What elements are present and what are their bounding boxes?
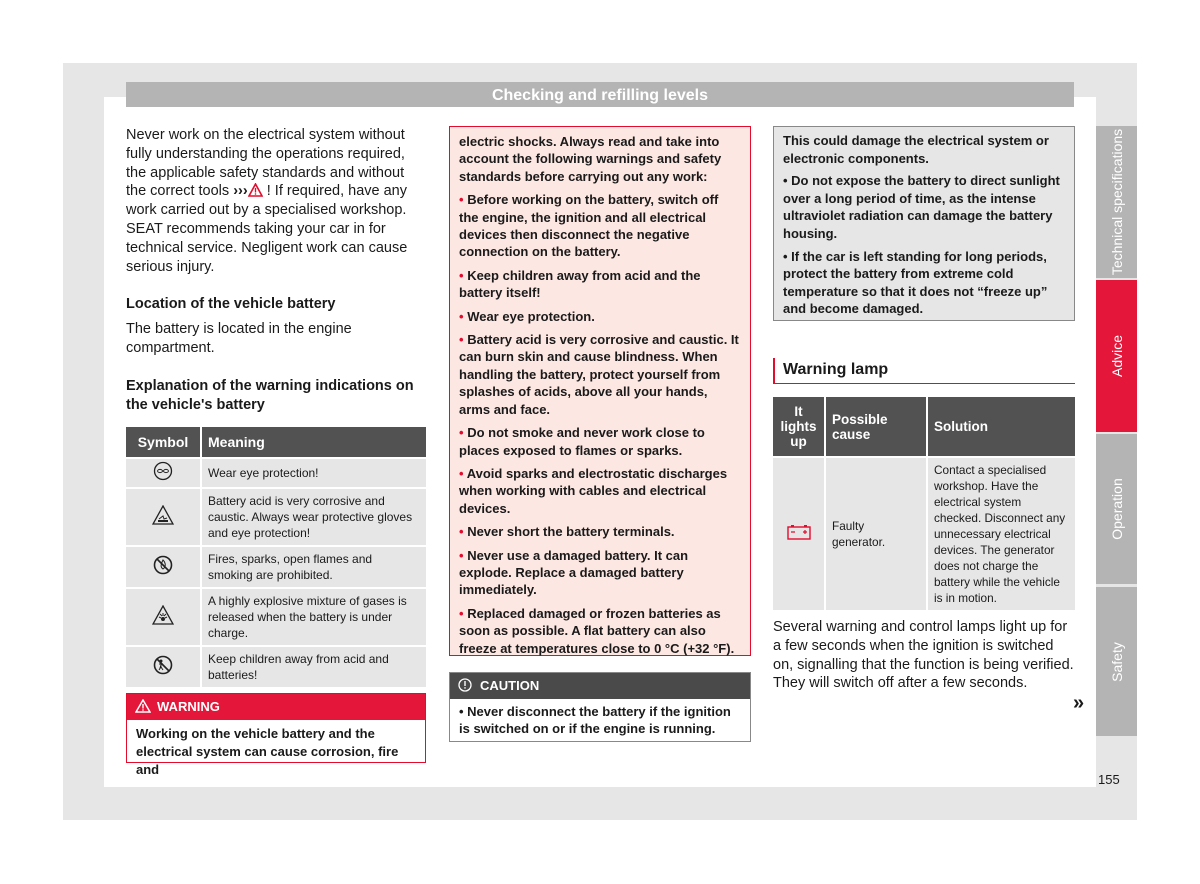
no-flames-icon bbox=[153, 555, 173, 575]
table-row bbox=[126, 647, 426, 687]
tab-operation[interactable]: Operation bbox=[1096, 434, 1137, 584]
list-item: • Never short the battery terminals. bbox=[459, 524, 675, 540]
warning-lamp-table bbox=[773, 397, 1075, 610]
symbol-meaning: Fires, sparks, open flames and smoking are prohibited. bbox=[202, 547, 426, 587]
table-header-row bbox=[773, 397, 1075, 457]
continue-marker: » bbox=[1073, 692, 1085, 714]
table-row bbox=[126, 459, 426, 487]
warning-triangle-icon bbox=[135, 699, 151, 713]
column-left bbox=[126, 126, 426, 689]
table-row bbox=[126, 489, 426, 545]
battery-icon bbox=[787, 524, 811, 540]
warning-lamp-paragraph: Several warning and control lamps light up for a few seconds when the ignition is switched on, signalling that the function is being verified. They will switch off after a few seconds. bbox=[773, 619, 1074, 692]
warning-continuation-box bbox=[449, 126, 751, 656]
list-item: • Never use a damaged battery. It can explode. Replace a damaged battery immediately. bbox=[459, 547, 689, 598]
solution: Contact a specialised workshop. Have the electrical system checked. Disconnect any unnecessary electrical devices. The generator does not charge the battery while the vehicle is in motion. bbox=[927, 457, 1075, 610]
column-header-lights: It lights up bbox=[773, 397, 825, 457]
list-item: • If the car is left standing for long periods, protect the battery from extreme cold temperature so that it does not “freeze up” and become damaged. bbox=[783, 248, 1048, 317]
warning-triangle-icon bbox=[248, 183, 263, 197]
list-item: • Wear eye protection. bbox=[459, 308, 595, 324]
table-row bbox=[126, 589, 426, 645]
symbol-meaning: Wear eye protection! bbox=[202, 459, 426, 487]
intro-text-a: Never work on the electrical system without fully understanding the operations required, the applicable safety standards and without the correct tools bbox=[126, 127, 405, 200]
warning-box bbox=[126, 693, 426, 777]
table-row bbox=[126, 547, 426, 587]
intro-text-b: ! If required, have any work carried out by a specialised workshop. SEAT recommends taking your car in for technical service. Negligent work can cause serious injury. bbox=[126, 183, 408, 275]
list-item: • Before working on the battery, switch off the engine, the ignition and all electrical devices then disconnect the negative connection on the battery. bbox=[459, 192, 719, 260]
warning-text: Working on the vehicle battery and the electrical system can cause corrosion, fire and bbox=[136, 726, 399, 777]
caution-continuation-box bbox=[773, 126, 1075, 321]
list-item: • Avoid sparks and electrostatic discharges when working with cables and electrical devices. bbox=[459, 465, 728, 516]
explanation-heading: Explanation of the warning indications on the vehicle's battery bbox=[126, 377, 414, 413]
tab-advice[interactable]: Advice bbox=[1096, 280, 1137, 432]
warning-label: WARNING bbox=[157, 699, 220, 714]
list-item: • Keep children away from acid and the battery itself! bbox=[459, 267, 701, 301]
page-title: Checking and refilling levels bbox=[126, 82, 1074, 107]
caution-label: CAUTION bbox=[480, 678, 540, 693]
keep-children-away-icon bbox=[153, 655, 173, 675]
caution-info-icon bbox=[458, 678, 472, 692]
table-row bbox=[773, 457, 1075, 610]
caution-header bbox=[450, 673, 750, 699]
list-item: • Do not expose the battery to direct sunlight over a long period of time, as the intense ultraviolet radiation can damage the battery housing. bbox=[783, 173, 1060, 241]
list-item: • Replaced damaged or frozen batteries as soon as possible. A flat battery can also freeze at temperatures close to 0 °C (+32 °F). bbox=[459, 605, 735, 656]
column-header-symbol: Symbol bbox=[126, 427, 202, 457]
warning-intro: electric shocks. Always read and take into account the following warnings and safety standards before carrying out any work: bbox=[459, 134, 722, 184]
symbol-meaning: A highly explosive mixture of gases is released when the battery is under charge. bbox=[202, 589, 426, 645]
column-header-meaning: Meaning bbox=[202, 427, 426, 457]
caution-box bbox=[449, 672, 751, 742]
acid-corrosive-icon bbox=[152, 505, 174, 525]
tab-technical-specifications[interactable]: Technical specifications bbox=[1096, 126, 1137, 278]
list-item: • Battery acid is very corrosive and caustic. It can burn skin and cause blindness. When handling the battery, protect yourself from splashes of acids, above all your hands, arms and face. bbox=[459, 332, 739, 417]
table-header-row bbox=[126, 427, 426, 457]
possible-cause: Faulty generator. bbox=[825, 457, 927, 610]
caution-text: • Never disconnect the battery if the ignition is switched on or if the engine is running. bbox=[459, 704, 731, 737]
caution-intro: This could damage the electrical system or electronic components. bbox=[783, 133, 1049, 166]
tab-safety[interactable]: Safety bbox=[1096, 587, 1137, 736]
explosive-gas-icon bbox=[152, 605, 174, 625]
symbol-meaning: Keep children away from acid and batteries! bbox=[202, 647, 426, 687]
symbol-meaning: Battery acid is very corrosive and caustic. Always wear protective gloves and eye protection! bbox=[202, 489, 426, 545]
column-header-solution: Solution bbox=[927, 397, 1075, 457]
eye-protection-icon bbox=[153, 461, 173, 481]
warning-lamp-heading: Warning lamp bbox=[773, 358, 1075, 384]
location-text: The battery is located in the engine compartment. bbox=[126, 321, 352, 357]
page-number: 155 bbox=[1098, 772, 1120, 787]
symbol-table bbox=[126, 425, 426, 689]
location-heading: Location of the vehicle battery bbox=[126, 296, 336, 313]
reference-marker: ››› bbox=[233, 183, 248, 200]
list-item: • Do not smoke and never work close to places exposed to flames or sparks. bbox=[459, 425, 705, 458]
warning-header bbox=[127, 694, 425, 720]
intro-paragraph bbox=[126, 126, 426, 276]
column-header-cause: Possible cause bbox=[825, 397, 927, 457]
